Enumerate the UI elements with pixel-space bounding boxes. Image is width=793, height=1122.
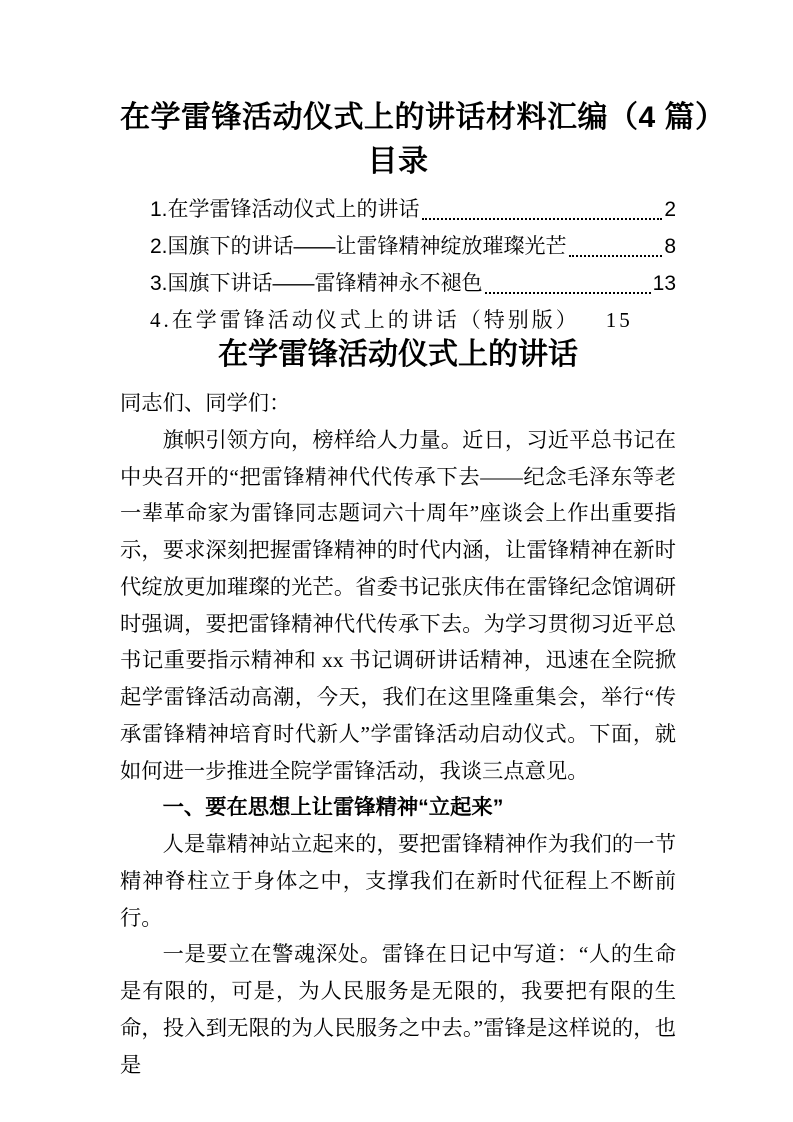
section-title: 在学雷锋活动仪式上的讲话	[218, 338, 578, 371]
table-of-contents	[120, 191, 676, 339]
toc-entry-label: 2.国旗下的讲话——让雷锋精神绽放璀璨光芒	[150, 235, 567, 258]
document-title: 在学雷锋活动仪式上的讲话材料汇编（4 篇）	[120, 101, 726, 134]
body-heading: 一、要在思想上让雷锋精神“立起来”	[162, 795, 504, 820]
document-content	[120, 0, 726, 1083]
toc-page-number: 13	[652, 272, 676, 295]
body-paragraph: 一是要立在警魂深处。雷锋在日记中写道：“人的生命是有限的，可是，为人民服务是无限的，我要把有限的生命，投入到无限的为人民服务之中去。”雷锋是这样说的，也是	[120, 942, 676, 1077]
body-paragraph: 旗帜引领方向，榜样给人力量。近日，习近平总书记在中央召开的“把雷锋精神代代传承下去——纪念毛泽东等老一辈革命家为雷锋同志题词六十周年”座谈会上作出重要指示，要求深刻把握雷锋精神的时代内涵，让雷锋精神在新时代绽放更加璀璨的光芒。省委书记张庆伟在雷锋纪念馆调研时强调，要把雷锋精神代代传承下去。为学习贯彻习近平总书记重要指示精神和 xx 书记调研讲话精神，迅速在全院掀起学雷锋活动高潮，今天，我们在这里隆重集会，举行“传承雷锋精神培育时代新人”学雷锋活动启动仪式。下面，就如何进一步推进全院学雷锋活动，我谈三点意见。	[120, 427, 676, 783]
body-paragraph: 人是靠精神站立起来的，要把雷锋精神作为我们的一节精神脊柱立于身体之中，支撑我们在新时代征程上不断前行。	[120, 832, 676, 930]
toc-entry-label: 3.国旗下讲话——雷锋精神永不褪色	[150, 272, 483, 295]
toc-dot-leader	[569, 255, 663, 257]
toc-dot-leader	[485, 292, 651, 294]
toc-page-number: 8	[664, 235, 676, 258]
toc-entry-2	[150, 228, 676, 265]
toc-entry-label: 1.在学雷锋活动仪式上的讲话	[150, 198, 420, 221]
toc-page-number: 15	[605, 308, 633, 332]
toc-dot-leader	[422, 218, 663, 220]
toc-entry-1	[150, 191, 676, 228]
toc-entry-label: 4.在学雷锋活动仪式上的讲话（特别版）	[150, 308, 580, 332]
toc-entry-3	[150, 265, 676, 302]
toc-title: 目录	[367, 145, 429, 178]
toc-page-number: 2	[664, 198, 676, 221]
salutation: 同志们、同学们：	[120, 391, 291, 415]
document-body	[120, 385, 676, 1083]
